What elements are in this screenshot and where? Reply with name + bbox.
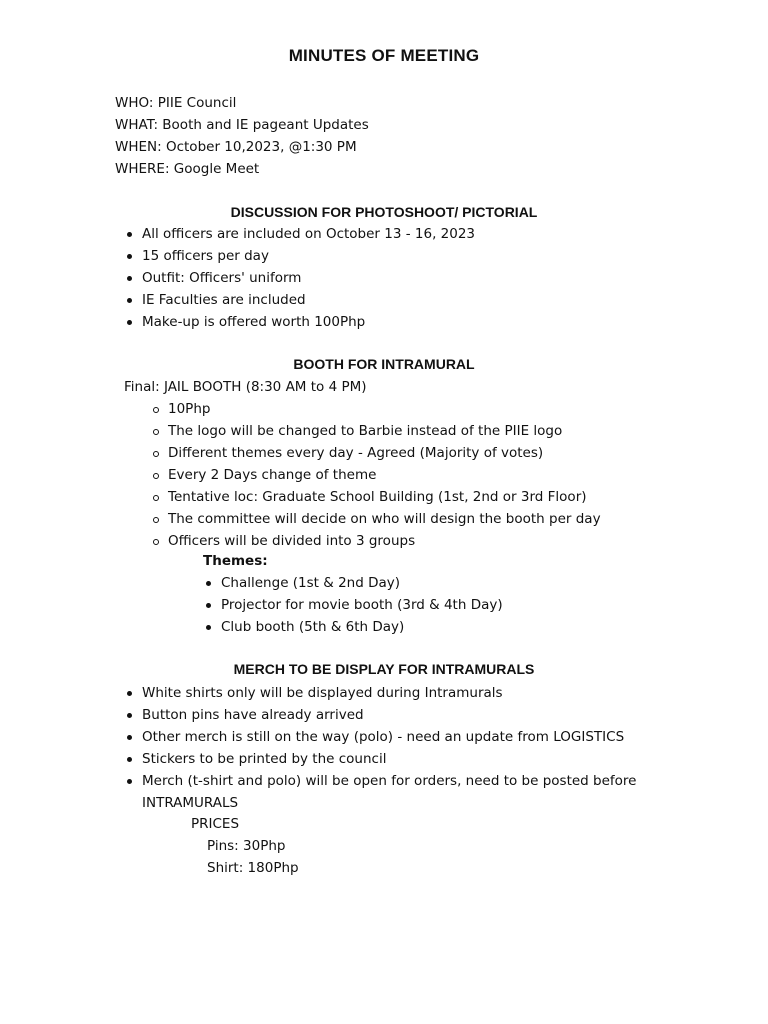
list-item: Officers will be divided into 3 groups [150,530,601,552]
price-shirt: Shirt: 180Php [207,860,299,876]
meta-where: WHERE: Google Meet [115,161,260,177]
themes-list [203,572,503,638]
photoshoot-heading: DISCUSSION FOR PHOTOSHOOT/ PICTORIAL [230,204,538,220]
prices-label: PRICES [191,816,240,832]
list-item: White shirts only will be displayed during Intramurals [124,682,642,704]
meta-who: WHO: PIIE Council [115,95,237,111]
merch-list [124,682,642,814]
meta-when: WHEN: October 10,2023, @1:30 PM [115,139,357,155]
list-item: Stickers to be printed by the council [124,748,642,770]
list-item: IE Faculties are included [124,289,475,311]
list-item: Make-up is offered worth 100Php [124,311,475,333]
document-title: MINUTES OF MEETING [288,46,480,65]
price-pins: Pins: 30Php [207,838,286,854]
list-item: 10Php [150,398,601,420]
list-item: Tentative loc: Graduate School Building (1st, 2nd or 3rd Floor) [150,486,601,508]
themes-label: Themes: [203,553,268,569]
list-item: Other merch is still on the way (polo) - need an update from LOGISTICS [124,726,642,748]
list-item: Challenge (1st & 2nd Day) [203,572,503,594]
list-item: Merch (t-shirt and polo) will be open for orders, need to be posted before INTRAMURALS [124,770,642,814]
merch-heading: MERCH TO BE DISPLAY FOR INTRAMURALS [233,661,535,677]
booth-list [150,398,601,552]
list-item: The committee will decide on who will design the booth per day [150,508,601,530]
photoshoot-list [124,223,475,333]
list-item: 15 officers per day [124,245,475,267]
list-item: Every 2 Days change of theme [150,464,601,486]
list-item: Club booth (5th & 6th Day) [203,616,503,638]
meeting-meta [115,92,369,180]
list-item: All officers are included on October 13 - 16, 2023 [124,223,475,245]
list-item: Different themes every day - Agreed (Majority of votes) [150,442,601,464]
list-item: Button pins have already arrived [124,704,642,726]
list-item: The logo will be changed to Barbie instead of the PIIE logo [150,420,601,442]
booth-heading: BOOTH FOR INTRAMURAL [293,356,475,372]
list-item: Projector for movie booth (3rd & 4th Day) [203,594,503,616]
list-item: Outfit: Officers' uniform [124,267,475,289]
meta-what: WHAT: Booth and IE pageant Updates [115,117,369,133]
booth-final: Final: JAIL BOOTH (8:30 AM to 4 PM) [124,379,367,395]
